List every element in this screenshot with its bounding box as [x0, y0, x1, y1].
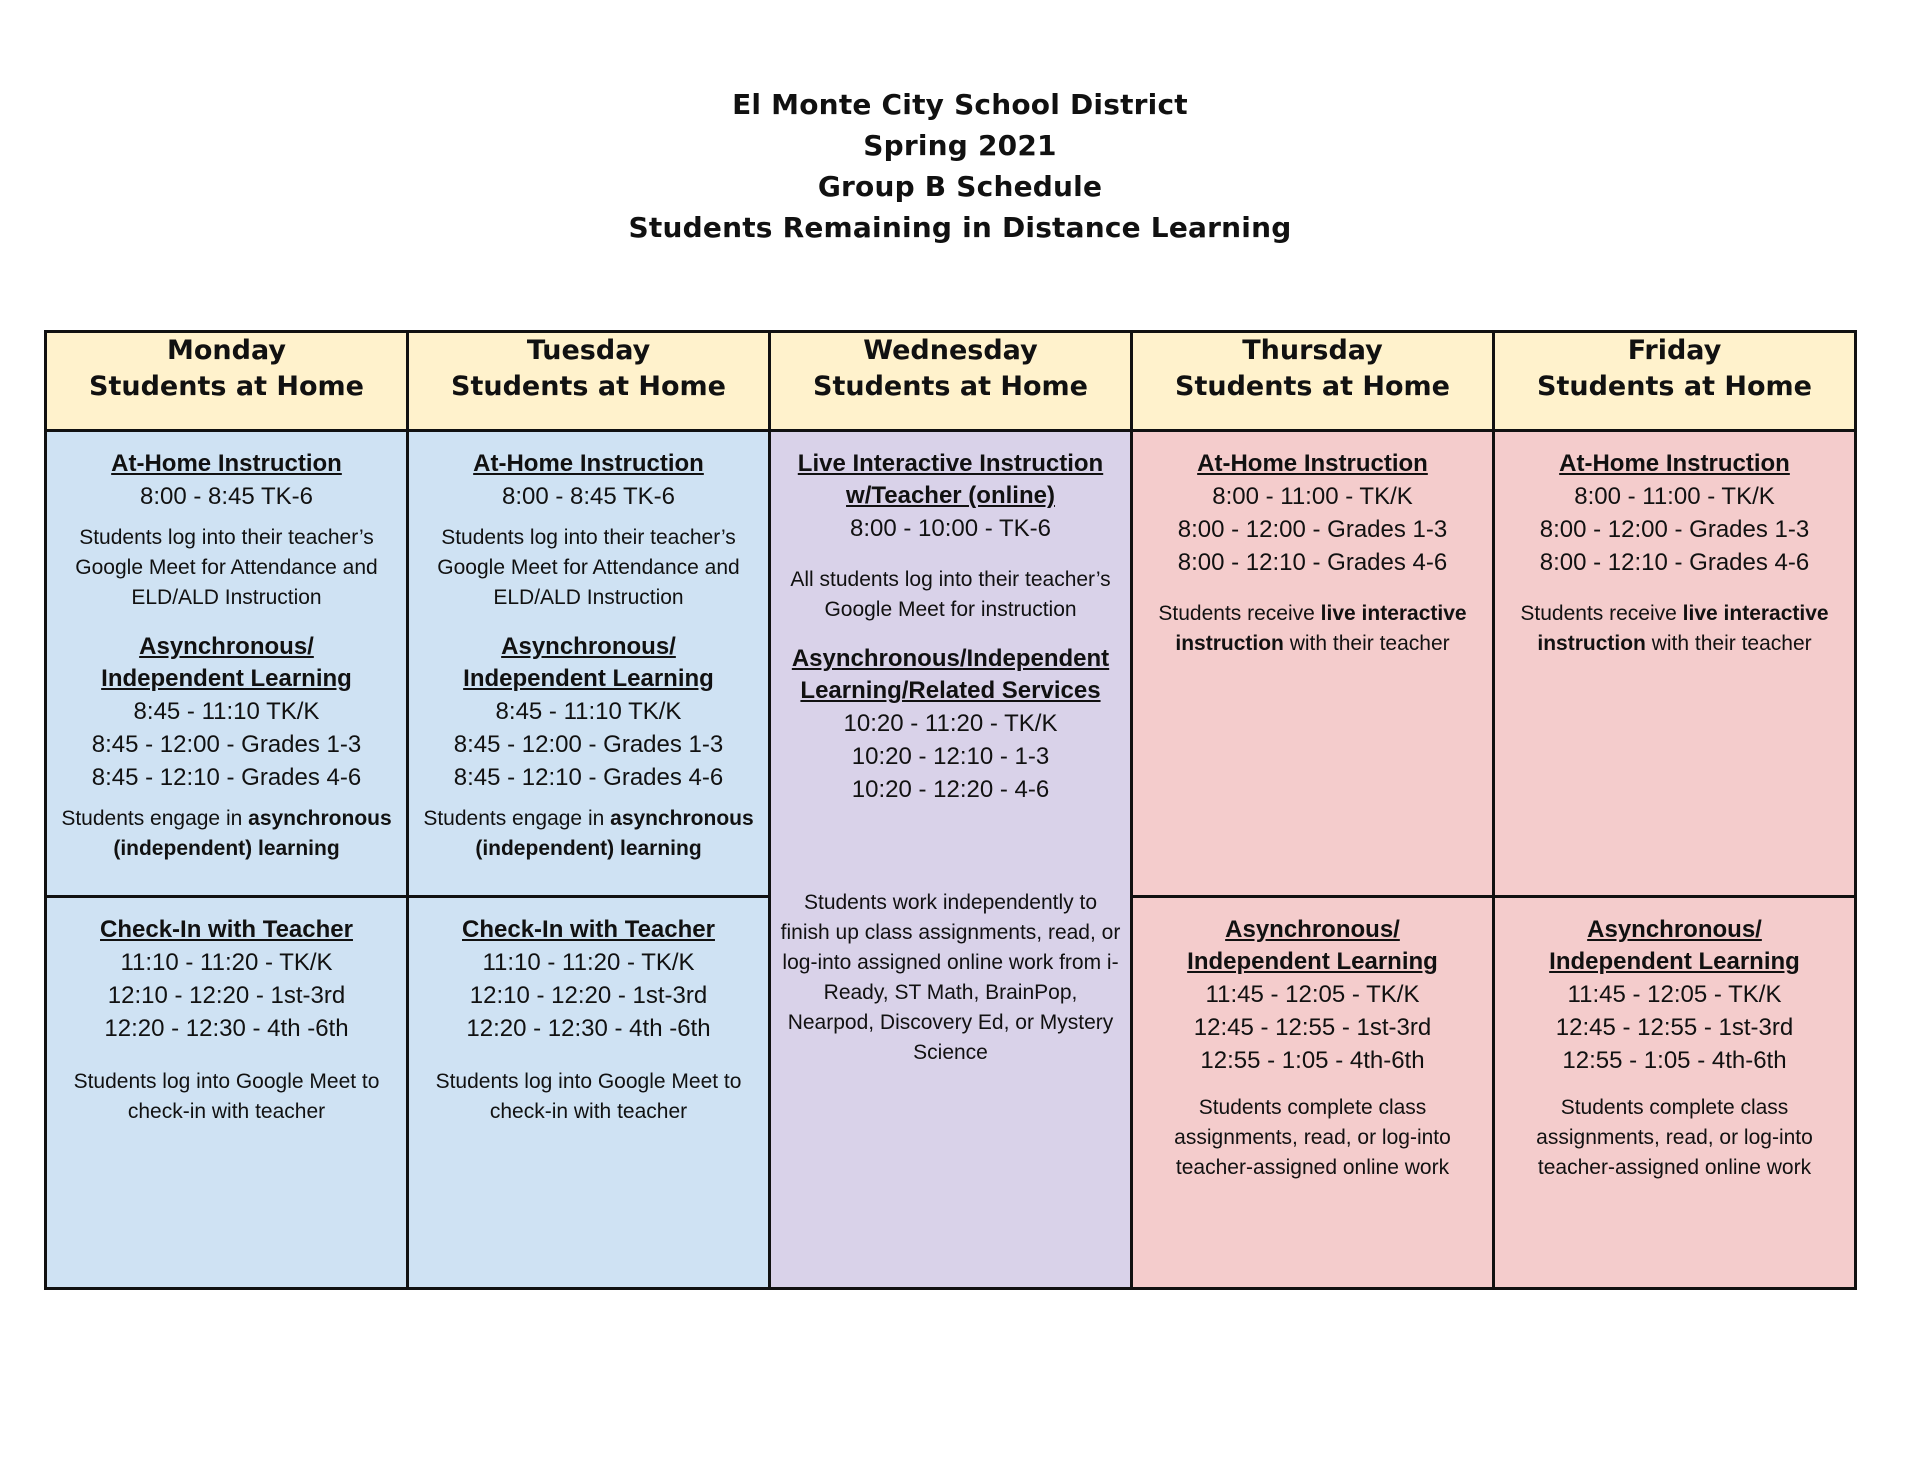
day-name: Thursday	[1242, 335, 1383, 366]
title-district: El Monte City School District	[732, 88, 1188, 121]
time-slot: 12:20 - 12:30 - 4th -6th	[466, 1015, 711, 1042]
time-slot: 8:00 - 12:10 - Grades 4-6	[1539, 549, 1810, 576]
friday-morning-cell	[1494, 431, 1856, 897]
time-slot: 8:00 - 8:45 TK-6	[502, 483, 675, 510]
description: Students complete class assignments, read, or log-into teacher-assigned online work	[1174, 1096, 1451, 1179]
check-in-header: Check-In with Teacher	[100, 916, 353, 943]
document-title	[0, 84, 1920, 248]
at-home-instruction-header: At-Home Instruction	[1197, 450, 1428, 477]
time-slot: 10:20 - 12:10 - 1-3	[851, 743, 1050, 770]
async-header-line2: Learning/Related Services	[800, 677, 1101, 704]
description: Students work independently to finish up class assignments, read, or log-into assigned online work from i-Ready, ST Math, BrainPop, Nearpod, Discovery Ed, or Mystery Science	[780, 891, 1121, 1064]
time-slot: 10:20 - 12:20 - 4-6	[851, 776, 1050, 803]
time-slot: 11:45 - 12:05 - TK/K	[1205, 981, 1420, 1008]
wednesday-cell	[770, 431, 1132, 1289]
time-slot: 10:20 - 11:20 - TK/K	[843, 710, 1058, 737]
day-sub: Students at Home	[89, 371, 364, 402]
async-header-line2: Independent Learning	[463, 665, 714, 692]
time-slot: 12:55 - 1:05 - 4th-6th	[1200, 1047, 1425, 1074]
morning-row	[46, 431, 1856, 897]
at-home-instruction-header: At-Home Instruction	[1559, 450, 1790, 477]
description: Students engage in asynchronous (independent) learning	[61, 807, 392, 860]
description: Students engage in asynchronous (independent) learning	[423, 807, 754, 860]
header-row	[46, 332, 1856, 431]
schedule-table	[44, 330, 1857, 1290]
time-slot: 12:45 - 12:55 - 1st-3rd	[1555, 1014, 1794, 1041]
time-slot: 8:00 - 12:00 - Grades 1-3	[1177, 516, 1448, 543]
tuesday-morning-cell	[408, 431, 770, 897]
time-slot: 12:10 - 12:20 - 1st-3rd	[469, 982, 708, 1009]
time-slot: 12:45 - 12:55 - 1st-3rd	[1193, 1014, 1432, 1041]
description: Students receive live interactive instruction with their teacher	[1158, 602, 1467, 655]
time-slot: 12:20 - 12:30 - 4th -6th	[104, 1015, 349, 1042]
description: Students log into their teacher’s Google Meet for Attendance and ELD/ALD Instruction	[437, 526, 740, 609]
async-header-line2: Independent Learning	[1549, 948, 1800, 975]
description: Students receive live interactive instruction with their teacher	[1520, 602, 1829, 655]
monday-morning-cell	[46, 431, 408, 897]
time-slot: 8:45 - 12:00 - Grades 1-3	[91, 731, 362, 758]
friday-afternoon-cell	[1494, 897, 1856, 1289]
async-header-line1: Asynchronous/	[1587, 916, 1762, 943]
day-name: Friday	[1627, 335, 1722, 366]
time-slot: 11:45 - 12:05 - TK/K	[1567, 981, 1782, 1008]
header-monday	[46, 332, 408, 431]
time-slot: 8:00 - 10:00 - TK-6	[850, 515, 1051, 542]
time-slot: 8:45 - 12:00 - Grades 1-3	[453, 731, 724, 758]
description: Students log into their teacher’s Google Meet for Attendance and ELD/ALD Instruction	[75, 526, 378, 609]
live-instruction-header-line2: w/Teacher (online)	[846, 482, 1055, 509]
time-slot: 11:10 - 11:20 - TK/K	[120, 949, 333, 976]
time-slot: 8:00 - 11:00 - TK/K	[1574, 483, 1775, 510]
day-sub: Students at Home	[813, 371, 1088, 402]
time-slot: 8:00 - 8:45 TK-6	[140, 483, 313, 510]
async-header-line1: Asynchronous/	[501, 633, 676, 660]
async-header-line1: Asynchronous/	[1225, 916, 1400, 943]
title-term: Spring 2021	[863, 129, 1057, 162]
header-thursday	[1132, 332, 1494, 431]
time-slot: 8:45 - 11:10 TK/K	[133, 698, 320, 725]
time-slot: 12:10 - 12:20 - 1st-3rd	[107, 982, 346, 1009]
time-slot: 8:45 - 12:10 - Grades 4-6	[453, 764, 724, 791]
time-slot: 8:00 - 11:00 - TK/K	[1212, 483, 1413, 510]
description: All students log into their teacher’s Google Meet for instruction	[790, 568, 1111, 621]
header-tuesday	[408, 332, 770, 431]
description: Students complete class assignments, read, or log-into teacher-assigned online work	[1536, 1096, 1813, 1179]
time-slot: 8:00 - 12:10 - Grades 4-6	[1177, 549, 1448, 576]
time-slot: 8:00 - 12:00 - Grades 1-3	[1539, 516, 1810, 543]
async-header-line2: Independent Learning	[101, 665, 352, 692]
async-header-line2: Independent Learning	[1187, 948, 1438, 975]
monday-afternoon-cell	[46, 897, 408, 1289]
time-slot: 8:45 - 12:10 - Grades 4-6	[91, 764, 362, 791]
title-group: Group B Schedule	[817, 170, 1103, 203]
time-slot: 11:10 - 11:20 - TK/K	[482, 949, 695, 976]
live-instruction-header-line1: Live Interactive Instruction	[797, 450, 1104, 477]
day-name: Wednesday	[863, 335, 1038, 366]
thursday-afternoon-cell	[1132, 897, 1494, 1289]
day-sub: Students at Home	[1537, 371, 1812, 402]
day-name: Tuesday	[526, 335, 651, 366]
thursday-morning-cell	[1132, 431, 1494, 897]
day-sub: Students at Home	[1175, 371, 1450, 402]
day-name: Monday	[167, 335, 286, 366]
tuesday-afternoon-cell	[408, 897, 770, 1289]
description: Students log into Google Meet to check-in with teacher	[435, 1070, 742, 1123]
async-header-line1: Asynchronous/Independent	[791, 645, 1110, 672]
async-header-line1: Asynchronous/	[139, 633, 314, 660]
header-wednesday	[770, 332, 1132, 431]
check-in-header: Check-In with Teacher	[462, 916, 715, 943]
time-slot: 12:55 - 1:05 - 4th-6th	[1562, 1047, 1787, 1074]
at-home-instruction-header: At-Home Instruction	[473, 450, 704, 477]
header-friday	[1494, 332, 1856, 431]
time-slot: 8:45 - 11:10 TK/K	[495, 698, 682, 725]
day-sub: Students at Home	[451, 371, 726, 402]
description: Students log into Google Meet to check-in with teacher	[73, 1070, 380, 1123]
title-subtitle: Students Remaining in Distance Learning	[628, 211, 1292, 244]
at-home-instruction-header: At-Home Instruction	[111, 450, 342, 477]
